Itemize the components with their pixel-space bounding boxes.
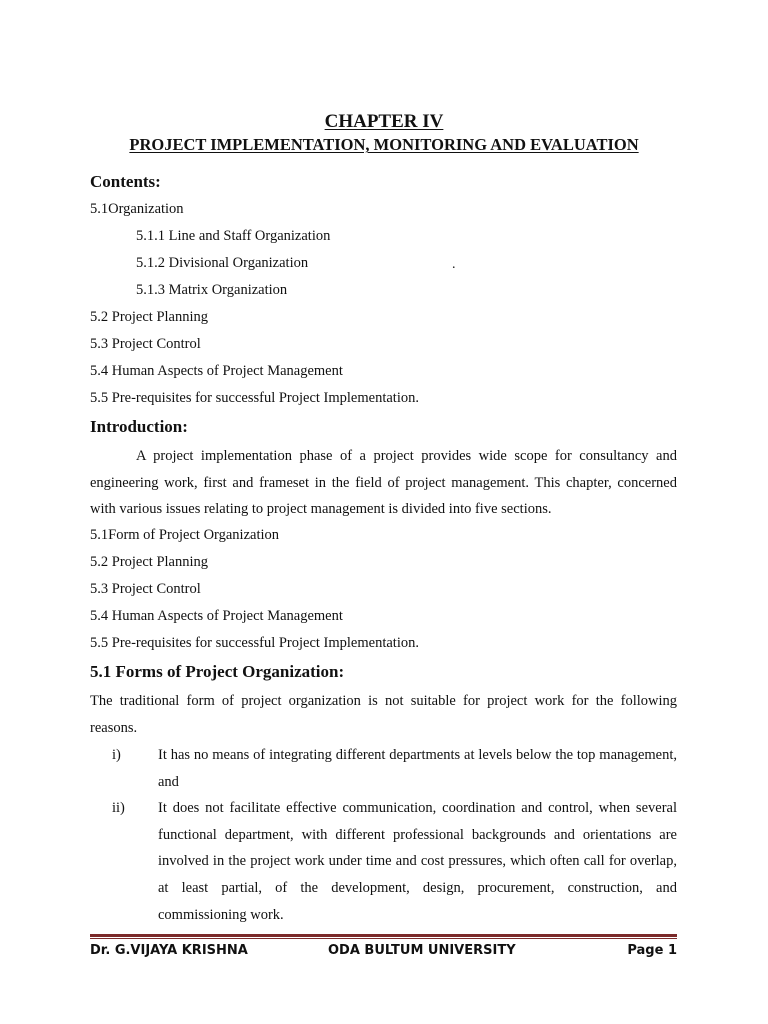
contents-item: 5.3 Project Control xyxy=(90,336,201,352)
section-heading: 5.1 Forms of Project Organization: xyxy=(90,662,345,681)
contents-heading: Contents: xyxy=(90,172,161,191)
contents-subitem: 5.1.3 Matrix Organization xyxy=(136,282,288,298)
contents-subitem: 5.1.2 Divisional Organization xyxy=(136,255,309,271)
footer-rule-thick xyxy=(90,934,677,937)
introduction-paragraph xyxy=(90,443,677,523)
contents-item: 5.4 Human Aspects of Project Management xyxy=(90,363,343,379)
footer-university: ODA BULTUM UNIVERSITY xyxy=(328,943,516,958)
intro-section-item: 5.5 Pre-requisites for successful Project Implementation. xyxy=(90,635,419,651)
chapter-heading: CHAPTER IV xyxy=(324,111,444,132)
contents-subitem: 5.1.1 Line and Staff Organization xyxy=(136,228,331,244)
footer-page-number: Page 1 xyxy=(627,943,677,958)
intro-section-item: 5.2 Project Planning xyxy=(90,554,209,570)
reason-text: It does not facilitate effective communication, coordination and control, when several functional department, with different professional backgrounds and orientations are involved in the project work under time and cost pressures, which often call for overlap, at least partial, of the development, design, procurement, construction, and commissioning work. xyxy=(158,800,677,923)
intro-section-item: 5.1Form of Project Organization xyxy=(90,527,280,543)
contents-item: 5.5 Pre-requisites for successful Project Implementation. xyxy=(90,390,419,406)
footer-rule-thin xyxy=(90,938,677,939)
introduction-heading: Introduction: xyxy=(90,417,188,436)
reason-text: It has no means of integrating different departments at levels below the top management, and xyxy=(158,747,677,790)
contents-item: 5.1Organization xyxy=(90,201,184,217)
intro-section-item: 5.3 Project Control xyxy=(90,581,201,597)
reason-number: ii) xyxy=(112,800,125,816)
contents-item: 5.2 Project Planning xyxy=(90,309,209,325)
introduction-text: A project implementation phase of a project provides wide scope for consultancy and engineering work, first and frameset in the field of project management. This chapter, concerned with various issues relating to project management is divided into five sections. xyxy=(90,448,677,518)
intro-section-item: 5.4 Human Aspects of Project Management xyxy=(90,608,343,624)
section-paragraph: The traditional form of project organization is not suitable for project work for the following reasons. xyxy=(90,693,677,736)
reason-number: i) xyxy=(112,747,121,763)
chapter-title: PROJECT IMPLEMENTATION, MONITORING AND EVALUATION xyxy=(129,135,639,154)
footer-author: Dr. G.VIJAYA KRISHNA xyxy=(90,943,248,958)
stray-dot: . xyxy=(452,257,456,272)
